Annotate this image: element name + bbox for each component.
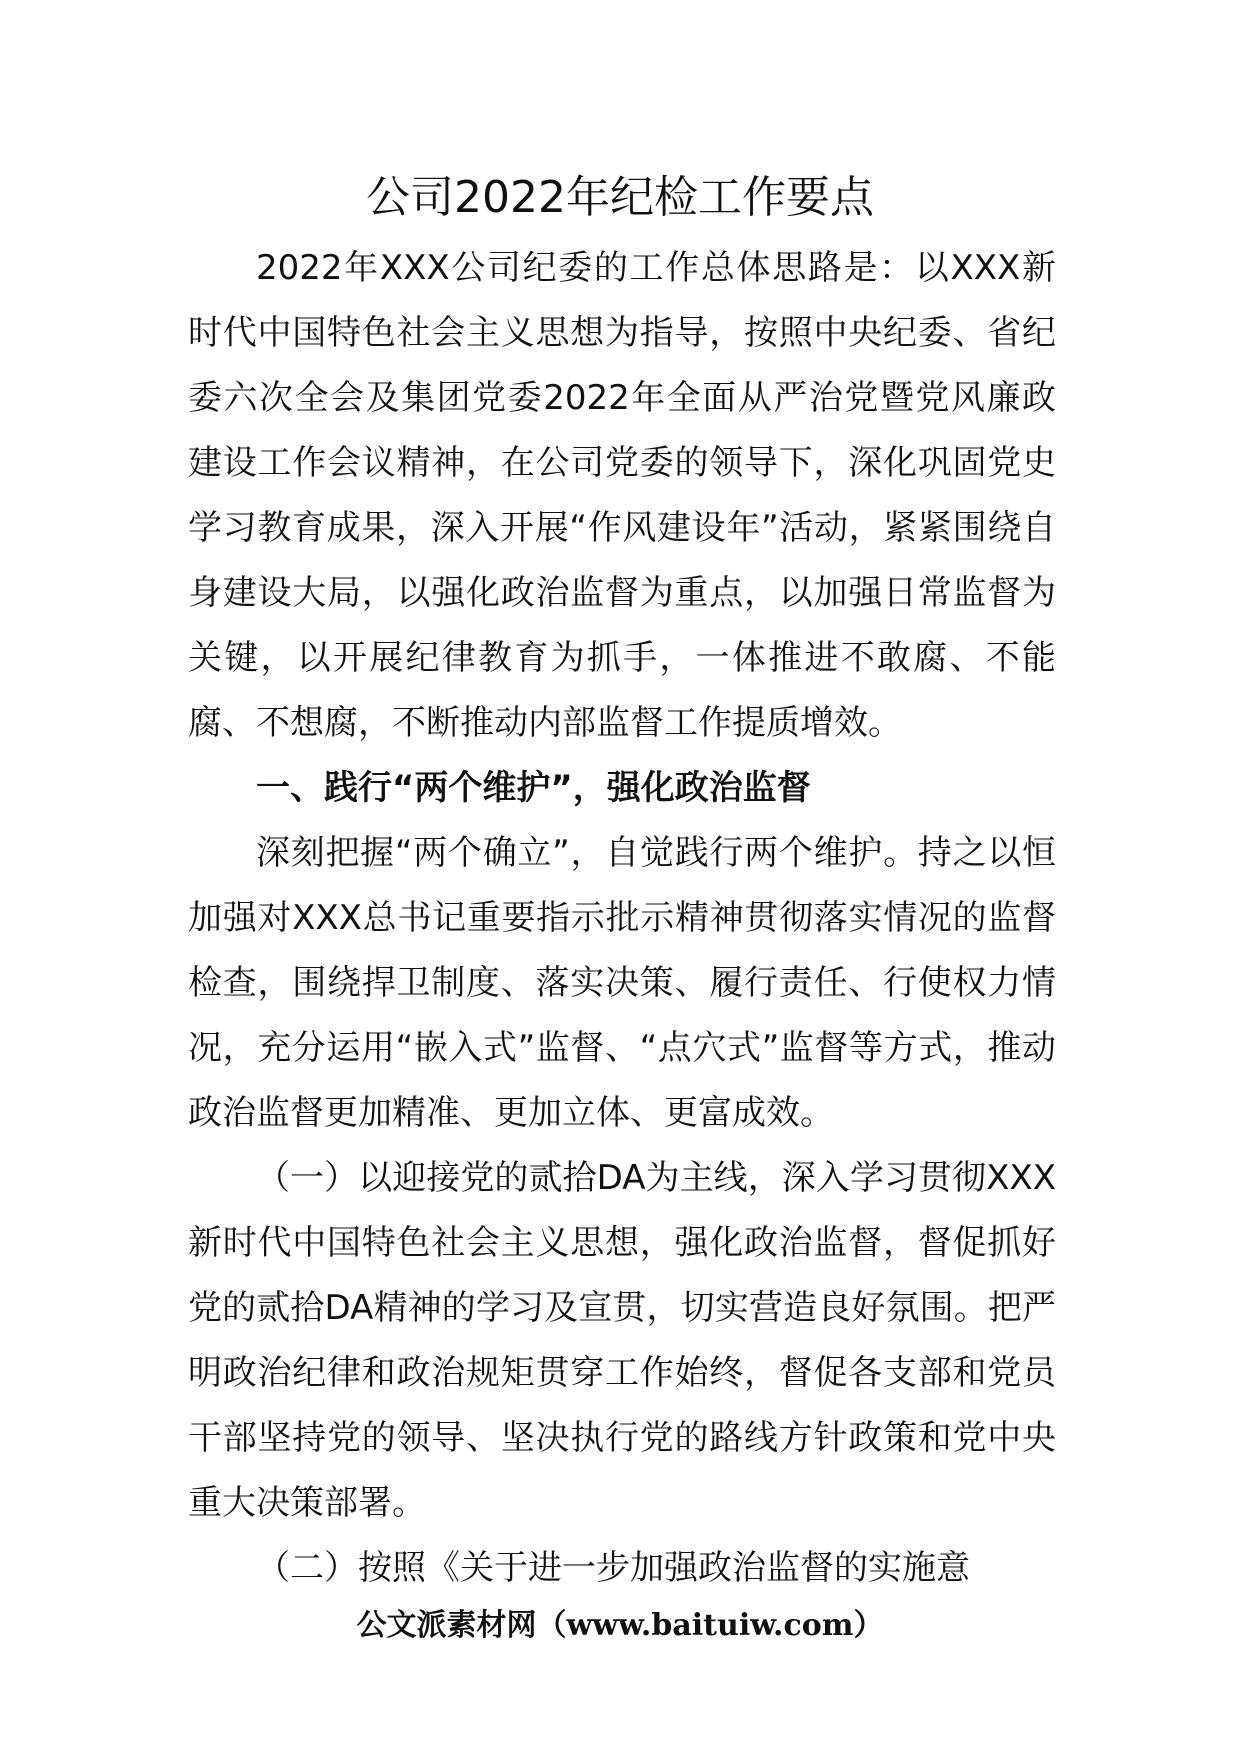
- section-heading-1: 一、践行“两个维护”，强化政治监督: [256, 768, 811, 808]
- intro-paragraph: 2022年XXX公司纪委的工作总体思路是：以XXX新时代中国特色社会主义思想为指导，按照中央纪委、省纪委六次全会及集团党委2022年全面从严治党暨党风廉政建设工作会议精神，在公司党委的领导下，深化巩固党史学习教育成果，深入开展“作风建设年”活动，紧紧围绕自身建设大局，以强化政治监督为重点，以加强日常监督为关键，以开展纪律教育为抓手，一体推进不敢腐、不能腐、不想腐，不断推动内部监督工作提质增效。: [188, 248, 1056, 743]
- footer-watermark: 公文派素材网（www.baituiw.com）: [356, 1608, 884, 1643]
- section-1-paragraph: 深刻把握“两个确立”，自觉践行两个维护。持之以恒加强对XXX总书记重要指示批示精神贯彻落实情况的监督检查，围绕捍卫制度、落实决策、履行责任、行使权力情况，充分运用“嵌入式”监督、“点穴式”监督等方式，推动政治监督更加精准、更加立体、更富成效。: [188, 833, 1056, 1133]
- item-1-paragraph: （一）以迎接党的贰拾DA为主线，深入学习贯彻XXX新时代中国特色社会主义思想，强化政治监督，督促抓好党的贰拾DA精神的学习及宣贯，切实营造良好氛围。把严明政治纪律和政治规矩贯穿工作始终，督促各支部和党员干部坚持党的领导、坚决执行党的路线方针政策和党中央重大决策部署。: [188, 1158, 1056, 1523]
- document-title: 公司2022年纪检工作要点: [366, 172, 874, 223]
- item-2-paragraph: （二）按照《关于进一步加强政治监督的实施意: [256, 1548, 970, 1588]
- document-body: [188, 236, 1056, 1601]
